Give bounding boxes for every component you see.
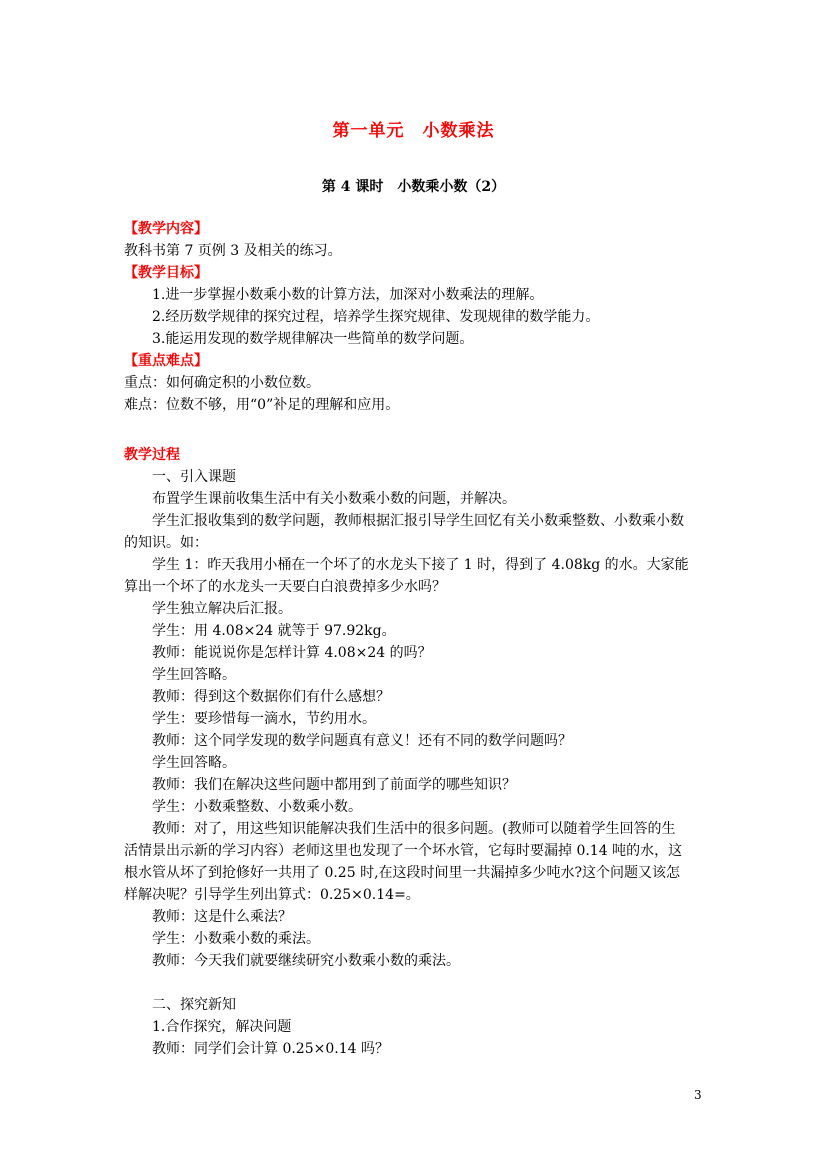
- process-line: 的知识。如：: [124, 535, 208, 551]
- key-point: 重点：如何确定积的小数位数。: [124, 375, 320, 391]
- process-line: 学生：用 4.08×24 就等于 97.92kg。: [152, 623, 396, 639]
- process-line: 教师：这个同学发现的数学问题真有意义！还有不同的数学问题吗？: [152, 733, 572, 749]
- process-line: 一、引入课题: [152, 469, 236, 485]
- process-line: 学生：小数乘小数的乘法。: [152, 931, 320, 947]
- process-line: 算出一个坏了的水龙头一天要白白浪费掉多少水吗？: [124, 579, 446, 595]
- process-line: 布置学生课前收集生活中有关小数乘小数的问题，并解决。: [152, 491, 516, 507]
- explore-line: 教师：同学们会计算 0.25×0.14 吗？: [152, 1041, 389, 1057]
- process-line: 根水管从坏了到抢修好一共用了 0.25 时,在这段时间里一共漏掉多少吨水?这个问题又该怎: [124, 865, 681, 881]
- process-line: 教师：得到这个数据你们有什么感想？: [152, 689, 390, 705]
- document-title: 第一单元 小数乘法: [332, 121, 495, 141]
- section-heading-key: 【重点难点】: [124, 353, 208, 369]
- explore-line: 1.合作探究，解决问题: [152, 1019, 292, 1035]
- process-line: 教师：我们在解决这些问题中都用到了前面学的哪些知识？: [152, 777, 516, 793]
- process-line: 学生独立解决后汇报。: [152, 601, 292, 617]
- process-line: 教师：这是什么乘法？: [152, 909, 292, 925]
- spacer: [124, 972, 714, 994]
- page-number: 3: [694, 1088, 702, 1102]
- lesson-subtitle: 第 4 课时 小数乘小数（2）: [321, 179, 506, 195]
- process-line: 教师：能说说你是怎样计算 4.08×24 的吗？: [152, 645, 432, 661]
- intro-block: [124, 218, 714, 416]
- process-line: 学生 1：昨天我用小桶在一个坏了的水龙头下接了 1 时，得到了 4.08kg 的水。大家能: [152, 557, 689, 573]
- process-line: 学生回答略。: [152, 667, 236, 683]
- difficulty-point: 难点：位数不够，用“0”补足的理解和应用。: [124, 397, 400, 413]
- goal-item: 2.经历数学规律的探究过程，培养学生探究规律、发现规律的数学能力。: [152, 309, 600, 325]
- process-line: 学生：要珍惜每一滴水，节约用水。: [152, 711, 376, 727]
- goal-item: 1.进一步掌握小数乘小数的计算方法，加深对小数乘法的理解。: [152, 287, 544, 303]
- process-line: 样解决呢？引导学生列出算式：0.25×0.14=。: [124, 887, 420, 903]
- section-heading-goals: 【教学目标】: [124, 265, 208, 281]
- process-line: 教师：今天我们就要继续研究小数乘小数的乘法。: [152, 953, 460, 969]
- process-block: [124, 444, 714, 1060]
- process-line: 活情景出示新的学习内容）老师这里也发现了一个坏水管，它每时要漏掉 0.14 吨的水，这: [124, 843, 683, 859]
- process-line: 学生汇报收集到的数学问题，教师根据汇报引导学生回忆有关小数乘整数、小数乘小数: [152, 513, 684, 529]
- process-line: 教师：对了，用这些知识能解决我们生活中的很多问题。(教师可以随着学生回答的生: [152, 821, 676, 837]
- section-heading-content: 【教学内容】: [124, 221, 208, 237]
- goal-item: 3.能运用发现的数学规律解决一些简单的数学问题。: [152, 331, 474, 347]
- content-text: 教科书第 7 页例 3 及相关的练习。: [124, 243, 342, 259]
- explore-line: 二、探究新知: [152, 997, 236, 1013]
- process-line: 学生：小数乘整数、小数乘小数。: [152, 799, 362, 815]
- section-heading-process: 教学过程: [124, 447, 180, 463]
- process-line: 学生回答略。: [152, 755, 236, 771]
